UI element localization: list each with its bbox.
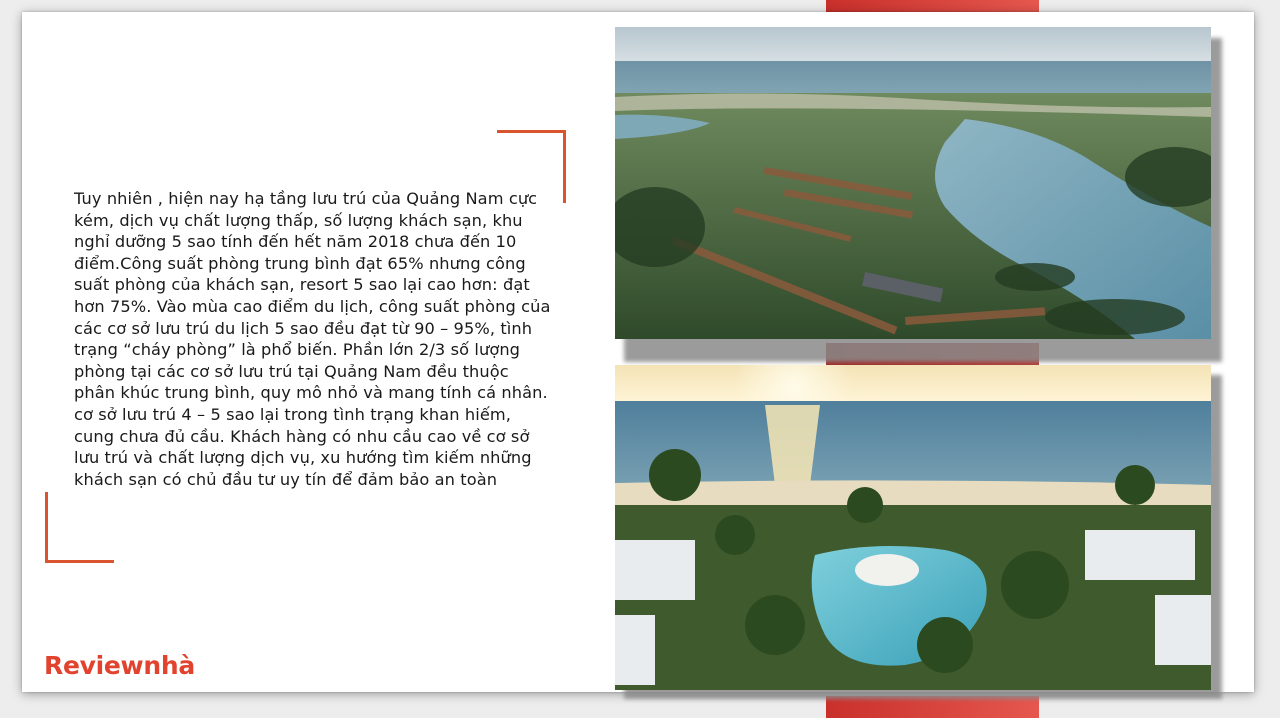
- aerial-river-resort-photo: [615, 27, 1211, 339]
- corner-bracket-bottom-left: [45, 492, 114, 563]
- reviewnha-logo: Reviewnhà: [44, 651, 195, 680]
- beach-resort-sunset-photo: [615, 365, 1211, 690]
- accent-bar-bottom: [826, 696, 1039, 718]
- body-paragraph: Tuy nhiên , hiện nay hạ tầng lưu trú của Quảng Nam cực kém, dịch vụ chất lượng thấp, số lượng khách sạn, khu nghỉ dưỡng 5 sao tính đến hết năm 2018 chưa đến 10 điểm.Công suất phòng trung bình đạt 65% nhưng công suất phòng của khách sạn, resort 5 sao lại cao hơn: đạt hơn 75%. Vào mùa cao điểm du lịch, công suất phòng của các cơ sở lưu trú du lịch 5 sao đều đạt từ 90 – 95%, tình trạng “cháy phòng” là phổ biến. Phần lớn 2/3 số lượng phòng tại các cơ sở lưu trú tại Quảng Nam đều thuộc phân khúc trung bình, quy mô nhỏ và mang tính cá nhân. cơ sở lưu trú 4 – 5 sao lại trong tình trạng khan hiếm, cung chưa đủ cầu. Khách hàng có nhu cầu cao về cơ sở lưu trú và chất lượng dịch vụ, xu hướng tìm kiếm những khách sạn có chủ đầu tư uy tín để đảm bảo an toàn: [74, 189, 551, 489]
